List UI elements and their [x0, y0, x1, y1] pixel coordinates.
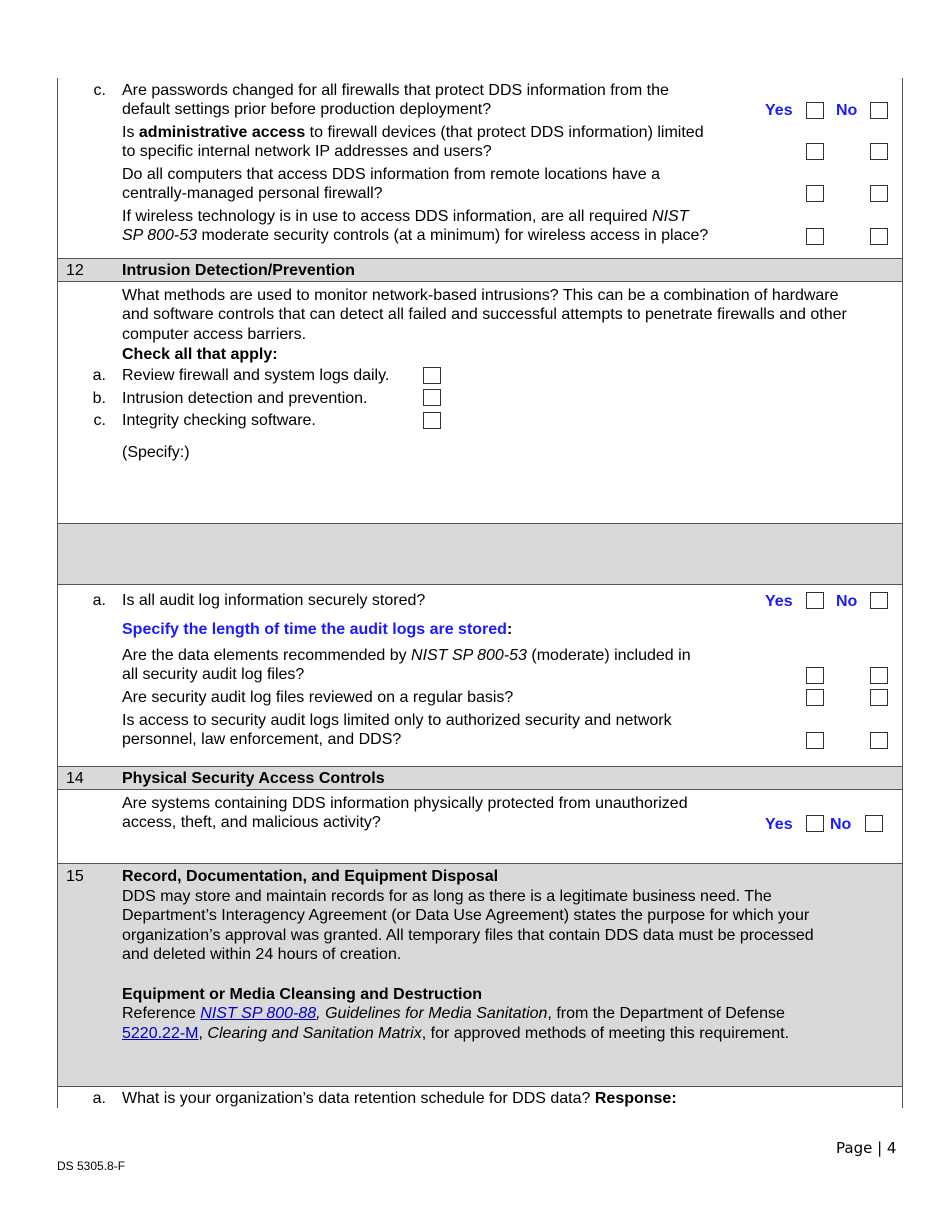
divider	[57, 789, 903, 790]
yes-checkbox[interactable]	[806, 185, 824, 202]
section-paragraph: organization’s approval was granted. All temporary files that contain DDS data must be processed	[122, 927, 814, 944]
section-paragraph: and deleted within 24 hours of creation.	[122, 946, 402, 963]
no-checkbox[interactable]	[870, 667, 888, 684]
question-text: Are the data elements recommended by NIST SP 800-53 (moderate) included in	[122, 647, 691, 664]
no-label: No	[836, 102, 858, 119]
question-text: personnel, law enforcement, and DDS?	[122, 731, 402, 748]
section-description: computer access barriers.	[122, 326, 307, 343]
divider	[57, 584, 903, 585]
yes-checkbox[interactable]	[806, 815, 824, 832]
subsection-title: Equipment or Media Cleansing and Destruction	[122, 986, 483, 1003]
no-checkbox[interactable]	[865, 815, 883, 832]
section-title: Record, Documentation, and Equipment Disposal	[122, 868, 499, 885]
yes-checkbox[interactable]	[806, 102, 824, 119]
question-text: centrally-managed personal firewall?	[122, 185, 383, 202]
section-description: and software controls that can detect all failed and successful attempts to penetrate firewalls and other	[122, 306, 847, 323]
no-checkbox[interactable]	[870, 592, 888, 609]
question-text: Are systems containing DDS information physically protected from unauthorized	[122, 795, 688, 812]
item-letter: a.	[92, 1090, 106, 1107]
checklist-item-label: Integrity checking software.	[122, 412, 316, 429]
question-text: Is access to security audit logs limited only to authorized security and network	[122, 712, 672, 729]
section-paragraph: Department’s Interagency Agreement (or Data Use Agreement) states the purpose for which your	[122, 907, 810, 924]
question-text: What is your organization’s data retention schedule for DDS data? Response:	[122, 1090, 677, 1107]
no-checkbox[interactable]	[870, 143, 888, 160]
page-number: Page | 4	[836, 1139, 897, 1157]
specify-length-label: Specify the length of time the audit logs are stored:	[122, 621, 513, 638]
checklist-item-label: Intrusion detection and prevention.	[122, 390, 368, 407]
divider	[57, 766, 903, 767]
checklist-checkbox[interactable]	[423, 367, 441, 384]
item-letter: b.	[92, 390, 106, 407]
section-title: Physical Security Access Controls	[122, 770, 385, 787]
yes-label: Yes	[765, 102, 793, 119]
question-text: to specific internal network IP addresses and users?	[122, 143, 492, 160]
divider	[57, 281, 903, 282]
section-number: 15	[66, 868, 84, 885]
no-label: No	[830, 816, 852, 833]
question-text: Do all computers that access DDS information from remote locations have a	[122, 166, 661, 183]
item-letter: c.	[93, 412, 106, 429]
no-checkbox[interactable]	[870, 228, 888, 245]
yes-checkbox[interactable]	[806, 228, 824, 245]
no-label: No	[836, 593, 858, 610]
specify-label: (Specify:)	[122, 444, 190, 461]
table-left-border	[57, 78, 58, 1108]
question-text: Are security audit log files reviewed on a regular basis?	[122, 689, 514, 706]
question-text: default settings prior before production deployment?	[122, 101, 492, 118]
section-number: 14	[66, 770, 84, 787]
checklist-checkbox[interactable]	[423, 389, 441, 406]
section-description: What methods are used to monitor network-based intrusions? This can be a combination of hardware	[122, 287, 839, 304]
reference-text: 5220.22-M, Clearing and Sanitation Matrix, for approved methods of meeting this requirement.	[122, 1025, 790, 1042]
no-checkbox[interactable]	[870, 185, 888, 202]
yes-checkbox[interactable]	[806, 592, 824, 609]
question-text: If wireless technology is in use to access DDS information, are all required NIST	[122, 208, 689, 225]
section13-header-band	[57, 524, 903, 584]
divider	[57, 1086, 903, 1087]
yes-label: Yes	[765, 593, 793, 610]
divider	[57, 863, 903, 864]
question-text: all security audit log files?	[122, 666, 305, 683]
dod-5220-link[interactable]: 5220.22-M	[122, 1025, 199, 1042]
question-text: Is administrative access to firewall devices (that protect DDS information) limited	[122, 124, 704, 141]
question-text: Are passwords changed for all firewalls that protect DDS information from the	[122, 82, 669, 99]
section-title: Intrusion Detection/Prevention	[122, 262, 355, 279]
yes-label: Yes	[765, 816, 793, 833]
divider	[57, 258, 903, 259]
item-letter: c.	[93, 82, 106, 99]
checklist-item-label: Review firewall and system logs daily.	[122, 367, 390, 384]
item-letter: a.	[92, 592, 106, 609]
yes-checkbox[interactable]	[806, 689, 824, 706]
question-text: Is all audit log information securely stored?	[122, 592, 426, 609]
yes-checkbox[interactable]	[806, 143, 824, 160]
divider	[57, 523, 903, 524]
no-checkbox[interactable]	[870, 689, 888, 706]
reference-text: Reference NIST SP 800-88, Guidelines for Media Sanitation, from the Department of Defense	[122, 1005, 785, 1022]
nist-sp-800-88-link[interactable]: NIST SP 800-88	[200, 1005, 317, 1022]
yes-checkbox[interactable]	[806, 667, 824, 684]
table-right-border	[902, 78, 903, 1108]
yes-checkbox[interactable]	[806, 732, 824, 749]
item-letter: a.	[92, 367, 106, 384]
no-checkbox[interactable]	[870, 732, 888, 749]
question-text: SP 800-53 moderate security controls (at a minimum) for wireless access in place?	[122, 227, 709, 244]
no-checkbox[interactable]	[870, 102, 888, 119]
question-text: access, theft, and malicious activity?	[122, 814, 381, 831]
check-all-label: Check all that apply:	[122, 346, 278, 363]
section-paragraph: DDS may store and maintain records for as long as there is a legitimate business need. The	[122, 888, 772, 905]
section-number: 12	[66, 262, 84, 279]
form-id: DS 5305.8-F	[57, 1159, 126, 1173]
checklist-checkbox[interactable]	[423, 412, 441, 429]
